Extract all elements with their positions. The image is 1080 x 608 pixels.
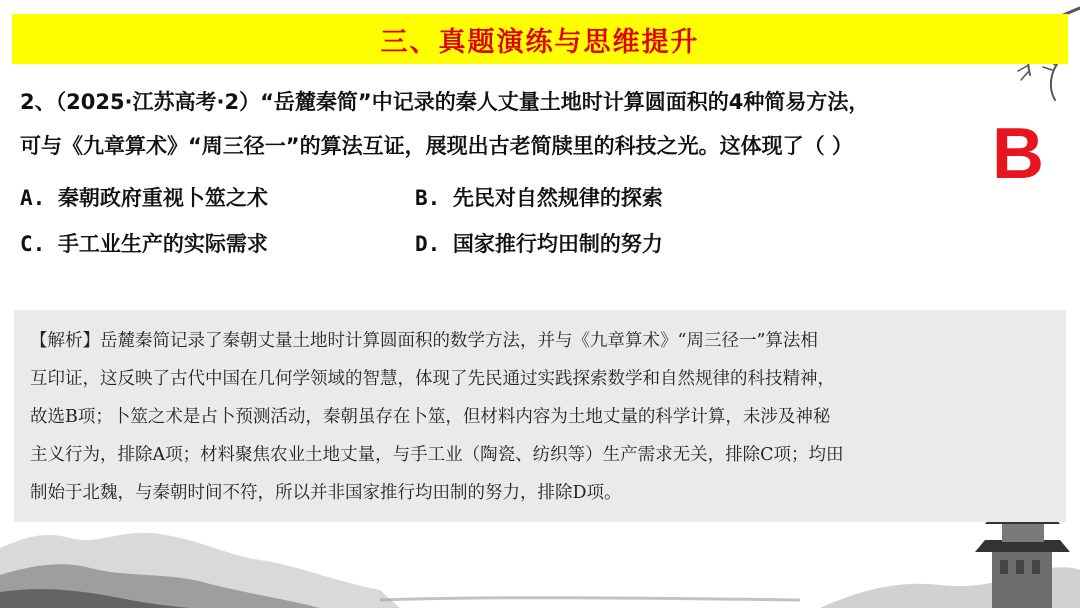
title-banner: [12, 14, 1068, 64]
options-list: [20, 174, 1020, 266]
option-b: B. 先民对自然规律的探索: [415, 186, 663, 210]
mountain-ink-decoration: [0, 533, 400, 608]
question-line: 可与《九章算术》“周三径一”的算法互证，展现出古老简牍里的科技之光。这体现了（ ）: [20, 134, 853, 158]
question-line: 2、（2025·江苏高考·2）“岳麓秦简”中记录的秦人丈量土地时计算圆面积的4种简易方法，: [20, 90, 870, 114]
ink-stroke-decoration: [380, 598, 800, 600]
analysis-line: 主义行为，排除A项；材料聚焦农业土地丈量，与手工业（陶瓷、纺织等）生产需求无关，排除C项；均田: [30, 445, 844, 465]
analysis-line: 故选B项；卜筮之术是占卜预测活动，秦朝虽存在卜筮，但材料内容为土地丈量的科学计算，未涉及神秘: [30, 407, 831, 427]
analysis-text: [30, 322, 1050, 512]
options-row: [20, 220, 1020, 266]
options-row: [20, 174, 1020, 220]
answer-mark: B: [992, 114, 1044, 194]
option-d: D. 国家推行均田制的努力: [415, 232, 663, 256]
option-c: C. 手工业生产的实际需求: [20, 232, 268, 256]
option-a: A. 秦朝政府重视卜筮之术: [20, 186, 268, 210]
question-stem: [20, 80, 1060, 168]
page-title: 三、真题演练与思维提升: [380, 26, 700, 58]
analysis-box: [14, 310, 1066, 522]
analysis-line: 制始于北魏，与秦朝时间不符，所以并非国家推行均田制的努力，排除D项。: [30, 483, 622, 503]
analysis-line: 【解析】岳麓秦简记录了秦朝丈量土地时计算圆面积的数学方法，并与《九章算术》“周三径一”算法相: [30, 331, 818, 351]
analysis-line: 互印证，这反映了古代中国在几何学领域的智慧，体现了先民通过实践探索数学和自然规律的科技精神，: [30, 369, 835, 389]
